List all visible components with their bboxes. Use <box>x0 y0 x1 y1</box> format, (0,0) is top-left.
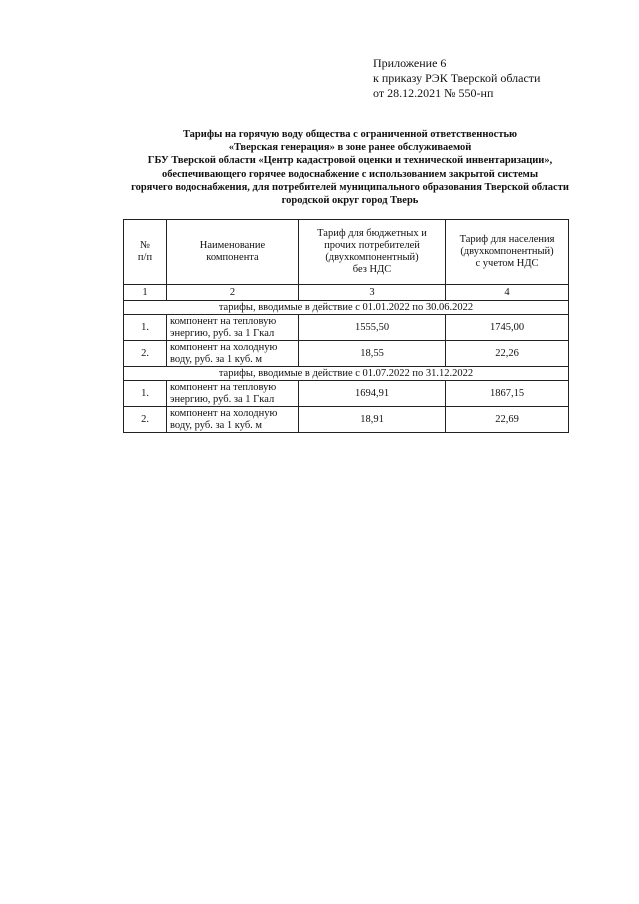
appendix-order: к приказу РЭК Тверской области <box>373 71 541 85</box>
header-component: Наименование компонента <box>167 220 299 285</box>
row-budget-tariff: 1694,91 <box>299 381 446 407</box>
column-number: 1 <box>124 285 167 301</box>
row-component: компонент на холодную воду, руб. за 1 куб. м <box>167 407 299 433</box>
row-population-tariff: 22,26 <box>446 341 569 367</box>
header-budget-tariff: Тариф для бюджетных и прочих потребителей (двухкомпонентный) без НДС <box>299 220 446 285</box>
column-number-row <box>124 285 569 301</box>
table-row <box>124 341 569 367</box>
table-row <box>124 381 569 407</box>
title-line: городской округ город Тверь <box>281 195 419 207</box>
period-label: тарифы, вводимые в действие с 01.01.2022 по 30.06.2022 <box>124 301 569 315</box>
period-label: тарифы, вводимые в действие с 01.07.2022 по 31.12.2022 <box>124 367 569 381</box>
column-number: 3 <box>299 285 446 301</box>
row-num: 2. <box>124 407 167 433</box>
appendix-number: Приложение 6 <box>373 56 447 70</box>
document-title <box>100 128 600 207</box>
row-population-tariff: 1867,15 <box>446 381 569 407</box>
period-row <box>124 367 569 381</box>
tariff-table <box>123 219 569 433</box>
header-population-tariff: Тариф для населения (двухкомпонентный) с учетом НДС <box>446 220 569 285</box>
row-component: компонент на тепловую энергию, руб. за 1 Гкал <box>167 315 299 341</box>
title-line: Тарифы на горячую воду общества с ограниченной ответственностью <box>182 129 518 140</box>
title-line: обеспечивающего горячее водоснабжение с использованием закрытой системы <box>161 168 539 180</box>
row-num: 1. <box>124 381 167 407</box>
period-row <box>124 301 569 315</box>
column-number: 4 <box>446 285 569 301</box>
table-row <box>124 315 569 341</box>
title-line: ГБУ Тверской области «Центр кадастровой оценки и технической инвентаризации», <box>147 155 553 167</box>
table-header-row <box>124 220 569 285</box>
header-num: № п/п <box>124 220 167 285</box>
row-population-tariff: 22,69 <box>446 407 569 433</box>
appendix-date: от 28.12.2021 № 550-нп <box>373 86 494 100</box>
title-line: горячего водоснабжения, для потребителей муниципального образования Тверской области <box>131 181 569 193</box>
appendix-reference <box>373 56 540 101</box>
row-num: 2. <box>124 341 167 367</box>
row-budget-tariff: 18,91 <box>299 407 446 433</box>
row-population-tariff: 1745,00 <box>446 315 569 341</box>
row-budget-tariff: 18,55 <box>299 341 446 367</box>
column-number: 2 <box>167 285 299 301</box>
row-component: компонент на тепловую энергию, руб. за 1 Гкал <box>167 381 299 407</box>
row-component: компонент на холодную воду, руб. за 1 куб. м <box>167 341 299 367</box>
row-num: 1. <box>124 315 167 341</box>
title-line: «Тверская генерация» в зоне ранее обслуживаемой <box>228 142 472 154</box>
table-row <box>124 407 569 433</box>
row-budget-tariff: 1555,50 <box>299 315 446 341</box>
